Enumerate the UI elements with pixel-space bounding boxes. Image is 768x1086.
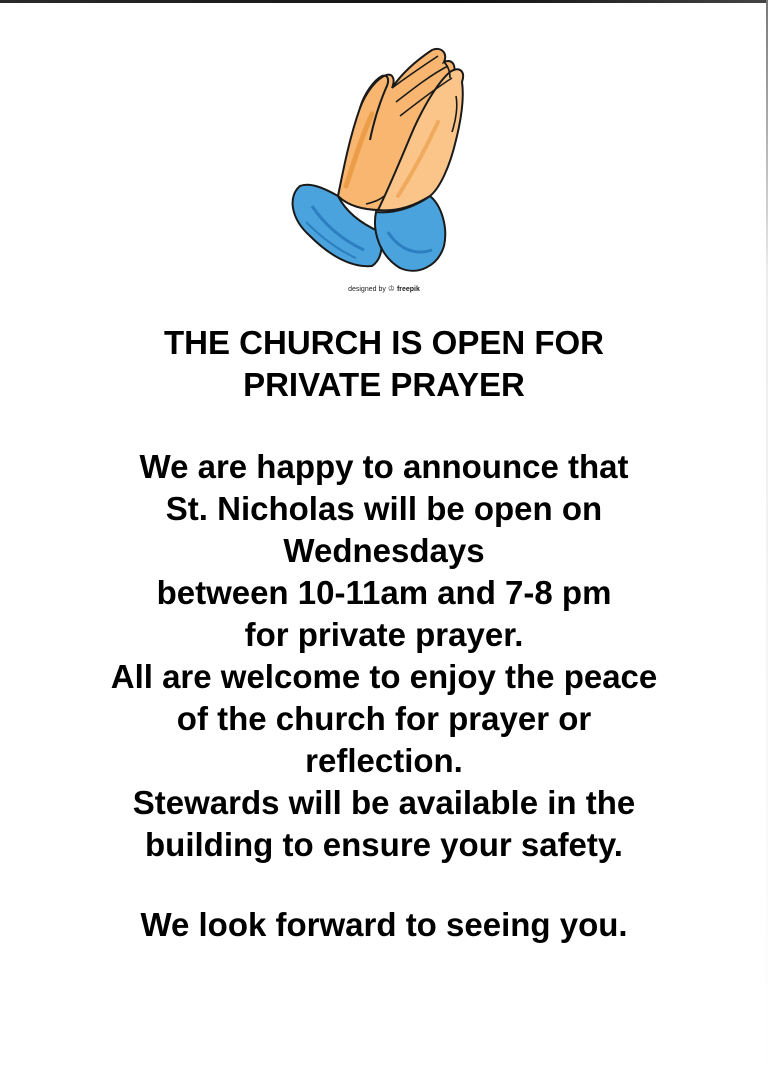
body-line: building to ensure your safety. [145,826,623,863]
closing-line: We look forward to seeing you. [140,906,628,943]
body-line: Stewards will be available in the [132,784,636,821]
body-line: St. Nicholas will be open on [165,490,603,527]
body-line: All are welcome to enjoy the peace [110,658,658,695]
body-line: for private prayer. [244,616,524,653]
body-line: Wednesdays [283,532,485,569]
closing-message [20,904,748,946]
freepik-logo-icon: ♔ [387,284,395,293]
scan-top-edge [0,0,768,3]
illustration-credit [0,284,768,294]
credit-brand: freepik [396,286,420,293]
credit-prefix: designed by [348,286,386,293]
body-line: of the church for prayer or [176,700,592,737]
heading-line: PRIVATE PRAYER [243,366,525,403]
notice-body [20,446,748,866]
praying-hands-icon [280,36,480,276]
body-line: We are happy to announce that [139,448,629,485]
body-line: between 10-11am and 7-8 pm [156,574,612,611]
heading-line: THE CHURCH IS OPEN FOR [163,324,605,361]
body-line: reflection. [305,742,463,779]
notice-heading [20,322,748,406]
